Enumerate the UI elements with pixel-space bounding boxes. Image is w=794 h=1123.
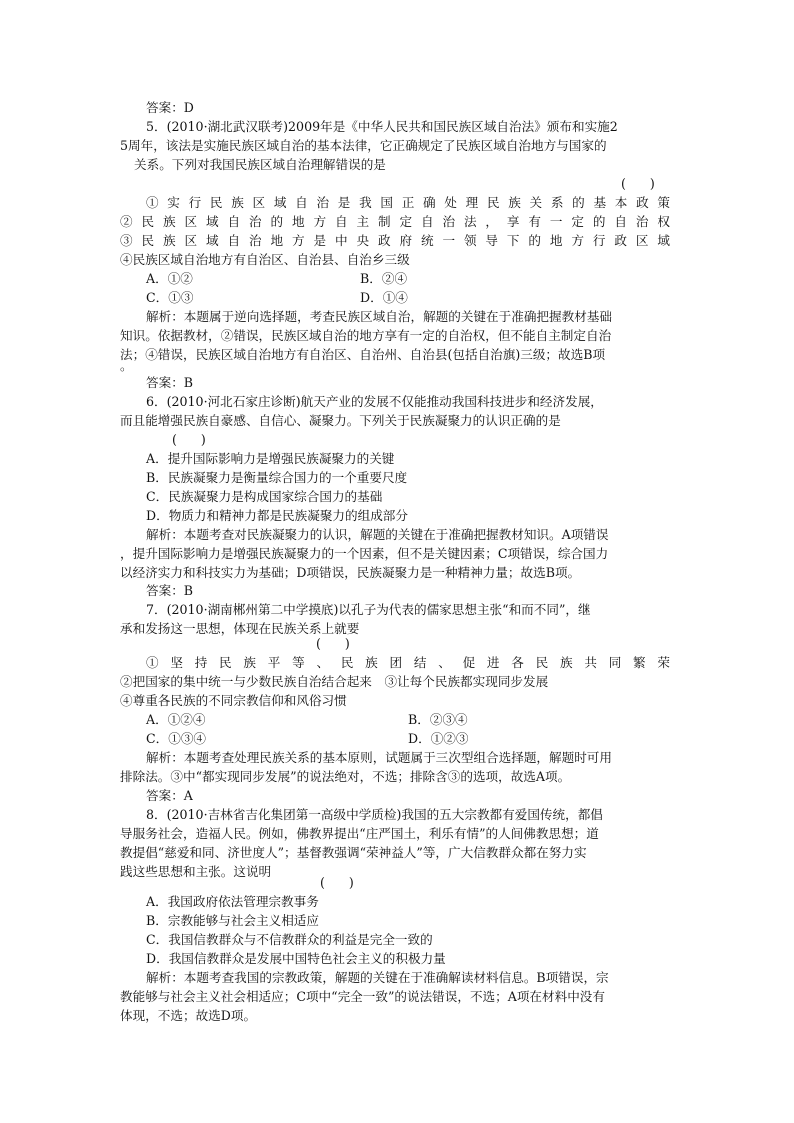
q5-option-b: B．②④ — [360, 271, 408, 286]
q8-stem-line-4: 践这些思想和主张。这说明 — [120, 864, 272, 879]
q7-statement-1: ①坚持民族平等、民族团结、促进各民族共同繁荣 — [146, 655, 670, 670]
q5-option-a: A．①② — [146, 271, 193, 286]
q5-statement-1: ①实行民族区域自治是我国正确处理民族关系的基本政策 — [146, 195, 670, 210]
q6-answer: 答案：B — [146, 583, 194, 598]
q8-option-d: D．我国信教群众是发展中国特色社会主义的积极力量 — [146, 951, 446, 966]
q7-option-b: B．②③④ — [408, 712, 468, 727]
q8-stem-line-1: 8．(2010·吉林省吉化集团第一高级中学质检)我国的五大宗教都有爱国传统，都倡 — [146, 807, 603, 822]
q5-option-d: D．①④ — [360, 290, 408, 305]
q5-analysis-line-2: 知识。依据教材，②错误，民族区域自治的地方享有一定的自治权，但不能自主制定自治 — [120, 328, 612, 343]
q8-analysis-line-1: 解析：本题考查我国的宗教政策，解题的关键在于准确解读材料信息。B项错误，宗 — [146, 970, 609, 985]
q4-answer: 答案：D — [146, 100, 194, 115]
q5-analysis-line-1: 解析：本题属于逆向选择题，考查民族区域自治，解题的关键在于准确把握教材基础 — [146, 309, 612, 324]
q7-analysis-line-2: 排除法。③中“都实现同步发展”的说法绝对，不选；排除含③的选项，故选A项。 — [120, 769, 571, 784]
q7-answer-paren: ( ) — [316, 636, 350, 651]
q8-answer-paren: ( ) — [320, 875, 354, 890]
q6-analysis-line-1: 解析：本题考查对民族凝聚力的认识，解题的关键在于准确把握教材知识。A项错误 — [146, 527, 609, 542]
q6-option-a: A．提升国际影响力是增强民族凝聚力的关键 — [146, 451, 395, 466]
q5-statement-2: ②民族区域自治的地方自主制定自治法，享有一定的自治权 — [120, 214, 670, 229]
q6-stem-line-1: 6．(2010·河北石家庄诊断)航天产业的发展不仅能推动我国科技进步和经济发展， — [146, 394, 603, 409]
q6-answer-paren: ( ) — [172, 432, 206, 447]
q7-statement-2: ②把国家的集中统一与少数民族自治结合起来 ③让每个民族都实现同步发展 — [120, 674, 549, 689]
q6-option-d: D．物质力和精神力都是民族凝聚力的组成部分 — [146, 508, 408, 523]
q5-statement-4: ④民族区域自治地方有自治区、自治县、自治乡三级 — [120, 252, 410, 267]
q8-option-c: C．我国信教群众与不信教群众的利益是完全一致的 — [146, 932, 433, 947]
q5-answer: 答案：B — [146, 375, 194, 390]
q7-option-d: D．①②③ — [408, 731, 469, 746]
q5-analysis-line-3: 法；④错误，民族区域自治地方有自治区、自治州、自治县(包括自治旗)三级；故选B项 — [120, 347, 606, 362]
q7-statement-3: ④尊重各民族的不同宗教信仰和风俗习惯 — [120, 693, 347, 708]
q8-stem-line-2: 导服务社会，造福人民。例如，佛教界提出“庄严国土，利乐有情”的人间佛教思想；道 — [120, 826, 599, 841]
q6-option-b: B．民族凝聚力是衡量综合国力的一个重要尺度 — [146, 470, 408, 485]
q8-analysis-line-3: 体现，不选；故选D项。 — [120, 1008, 257, 1023]
q6-option-c: C．民族凝聚力是构成国家综合国力的基础 — [146, 489, 383, 504]
q7-analysis-line-1: 解析：本题考查处理民族关系的基本原则，试题属于三次型组合选择题，解题时可用 — [146, 750, 612, 765]
q8-stem-line-3: 教提倡“慈爱和同、济世度人”；基督教强调“荣神益人”等，广大信教群众都在努力实 — [120, 845, 587, 860]
q7-stem-line-2: 承和发扬这一思想，体现在民族关系上就要 — [120, 621, 360, 636]
q5-answer-paren: ( ) — [621, 176, 655, 191]
q7-option-c: C．①③④ — [146, 731, 207, 746]
q7-stem-line-1: 7．(2010·湖南郴州第二中学摸底)以孔子为代表的儒家思想主张“和而不同”，继 — [146, 602, 591, 617]
q8-option-b: B．宗教能够与社会主义相适应 — [146, 913, 319, 928]
q5-analysis-line-4: 。 — [120, 358, 133, 373]
q5-stem-line-2: 5周年，该法是实施民族区域自治的基本法律，它正确规定了民族区域自治地方与国家的 — [120, 138, 607, 153]
q5-option-c: C．①③ — [146, 290, 194, 305]
q6-stem-line-2: 而且能增强民族自豪感、自信心、凝聚力。下列关于民族凝聚力的认识正确的是 — [120, 413, 561, 428]
q5-stem-line-1: 5．(2010·湖北武汉联考)2009年是《中华人民共和国民族区域自治法》颁布和实施2 — [146, 119, 618, 134]
q5-stem-line-3: 关系。下列对我国民族区域自治理解错误的是 — [134, 157, 386, 172]
q6-analysis-line-2: ，提升国际影响力是增强民族凝聚力的一个因素，但不是关键因素；C项错误，综合国力 — [120, 546, 609, 561]
q5-statement-3: ③民族区域自治地方是中央政府统一领导下的地方行政区域 — [120, 233, 670, 248]
q7-option-a: A．①②④ — [146, 712, 206, 727]
q8-option-a: A．我国政府依法管理宗教事务 — [146, 894, 319, 909]
q8-analysis-line-2: 教能够与社会主义社会相适应；C项中“完全一致”的说法错误，不选；A项在材料中没有 — [120, 989, 605, 1004]
q6-analysis-line-3: 以经济实力和科技实力为基础；D项错误，民族凝聚力是一种精神力量；故选B项。 — [120, 565, 581, 580]
q7-answer: 答案：A — [146, 788, 193, 803]
